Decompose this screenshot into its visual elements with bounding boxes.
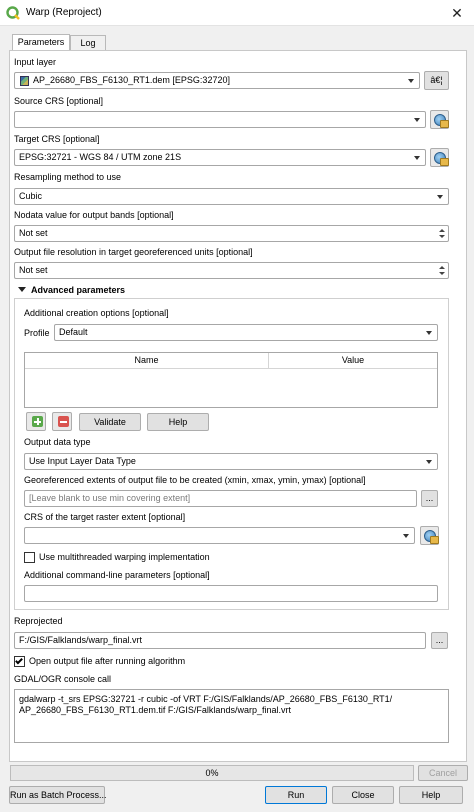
resampling-label: Resampling method to use xyxy=(14,172,122,182)
tab-log[interactable]: Log xyxy=(70,35,106,51)
creation-options-label: Additional creation options [optional] xyxy=(24,308,169,318)
select-extent-crs-button[interactable] xyxy=(420,526,439,545)
checkmark-icon xyxy=(15,657,23,665)
resolution-spinbox[interactable] xyxy=(14,262,449,279)
nodata-value: Not set xyxy=(19,228,48,238)
cancel-button[interactable]: Cancel xyxy=(418,765,468,781)
profile-label: Profile xyxy=(24,328,50,338)
creation-options-table[interactable] xyxy=(24,352,438,408)
input-layer-value: AP_26680_FBS_F6130_RT1.dem [EPSG:32720] xyxy=(33,75,230,85)
crs-globe-icon xyxy=(424,530,436,542)
source-crs-label: Source CRS [optional] xyxy=(14,96,104,106)
reprojected-browse-button[interactable]: ... xyxy=(431,632,448,649)
crs-globe-icon xyxy=(434,152,446,164)
profile-value: Default xyxy=(59,327,88,337)
nodata-label: Nodata value for output bands [optional] xyxy=(14,210,174,220)
multithread-checkbox[interactable] xyxy=(24,552,35,563)
target-crs-combo[interactable] xyxy=(14,149,426,166)
chevron-down-icon xyxy=(426,460,432,464)
nodata-spinbox[interactable] xyxy=(14,225,449,242)
extents-input[interactable]: [Leave blank to use min covering extent] xyxy=(24,490,417,507)
resolution-value: Not set xyxy=(19,265,48,275)
select-target-crs-button[interactable] xyxy=(430,148,449,167)
extents-label: Georeferenced extents of output file to be created (xmin, xmax, ymin, ymax) [optional] xyxy=(24,475,366,485)
target-crs-value: EPSG:32721 - WGS 84 / UTM zone 21S xyxy=(19,152,182,162)
chevron-down-icon xyxy=(426,331,432,335)
target-crs-label: Target CRS [optional] xyxy=(14,134,100,144)
table-header-name: Name xyxy=(25,353,269,369)
add-option-button[interactable] xyxy=(26,412,46,431)
run-button[interactable]: Run xyxy=(265,786,327,804)
chevron-down-icon xyxy=(437,195,443,199)
help-options-button[interactable]: Help xyxy=(147,413,209,431)
open-output-checkbox[interactable] xyxy=(14,656,25,667)
console-call-text[interactable]: gdalwarp -t_srs EPSG:32721 -r cubic -of VRT F:/GIS/Falklands/AP_26680_FBS_F6130_RT1/ AP_26680_FBS_F6130_RT1.dem.tif F:/GIS/Falklands/warp_final.vrt xyxy=(14,689,449,743)
run-batch-button[interactable]: Run as Batch Process... xyxy=(9,786,105,804)
output-data-type-combo[interactable] xyxy=(24,453,438,470)
input-layer-label: Input layer xyxy=(14,57,57,67)
table-header-value: Value xyxy=(269,353,437,369)
chevron-down-icon xyxy=(414,156,420,160)
output-data-type-value: Use Input Layer Data Type xyxy=(29,456,136,466)
title-bar xyxy=(0,0,474,26)
raster-layer-icon xyxy=(20,76,29,86)
minus-icon xyxy=(58,416,69,427)
remove-option-button[interactable] xyxy=(52,412,72,431)
qgis-logo-icon xyxy=(6,6,20,20)
crs-globe-icon xyxy=(434,114,446,126)
profile-combo[interactable] xyxy=(54,324,438,341)
reprojected-label: Reprojected xyxy=(14,616,63,626)
output-data-type-label: Output data type xyxy=(24,437,91,447)
spin-up-icon[interactable] xyxy=(439,229,445,232)
input-layer-combo[interactable] xyxy=(14,72,420,89)
extents-browse-button[interactable]: ... xyxy=(421,490,438,507)
spin-up-icon[interactable] xyxy=(439,266,445,269)
open-output-label: Open output file after running algorithm xyxy=(29,656,186,666)
advanced-parameters-header[interactable]: Advanced parameters xyxy=(31,285,126,295)
close-icon[interactable]: ✕ xyxy=(451,5,463,21)
help-button[interactable]: Help xyxy=(399,786,463,804)
resolution-label: Output file resolution in target georeferenced units [optional] xyxy=(14,247,253,257)
select-source-crs-button[interactable] xyxy=(430,110,449,129)
close-button[interactable]: Close xyxy=(332,786,394,804)
chevron-down-icon xyxy=(408,79,414,83)
window-title: Warp (Reproject) xyxy=(26,7,102,18)
console-call-label: GDAL/OGR console call xyxy=(14,674,112,684)
spin-down-icon[interactable] xyxy=(439,272,445,275)
chevron-down-icon xyxy=(403,534,409,538)
source-crs-combo[interactable] xyxy=(14,111,426,128)
spin-down-icon[interactable] xyxy=(439,235,445,238)
multithread-label: Use multithreaded warping implementation xyxy=(39,552,210,562)
validate-button[interactable]: Validate xyxy=(79,413,141,431)
target-extent-crs-label: CRS of the target raster extent [optional] xyxy=(24,512,186,522)
chevron-down-icon xyxy=(414,118,420,122)
progress-bar: 0% xyxy=(10,765,414,781)
extra-params-label: Additional command-line parameters [optional] xyxy=(24,570,210,580)
input-layer-browse-button[interactable]: â€¦ xyxy=(424,71,449,90)
target-extent-crs-combo[interactable] xyxy=(24,527,415,544)
extra-params-input[interactable] xyxy=(24,585,438,602)
plus-icon xyxy=(32,416,43,427)
collapse-triangle-icon[interactable] xyxy=(18,287,26,292)
reprojected-path-input[interactable]: F:/GIS/Falklands/warp_final.vrt xyxy=(14,632,426,649)
resampling-value: Cubic xyxy=(19,191,43,201)
resampling-combo[interactable] xyxy=(14,188,449,205)
tab-parameters[interactable]: Parameters xyxy=(12,34,70,51)
